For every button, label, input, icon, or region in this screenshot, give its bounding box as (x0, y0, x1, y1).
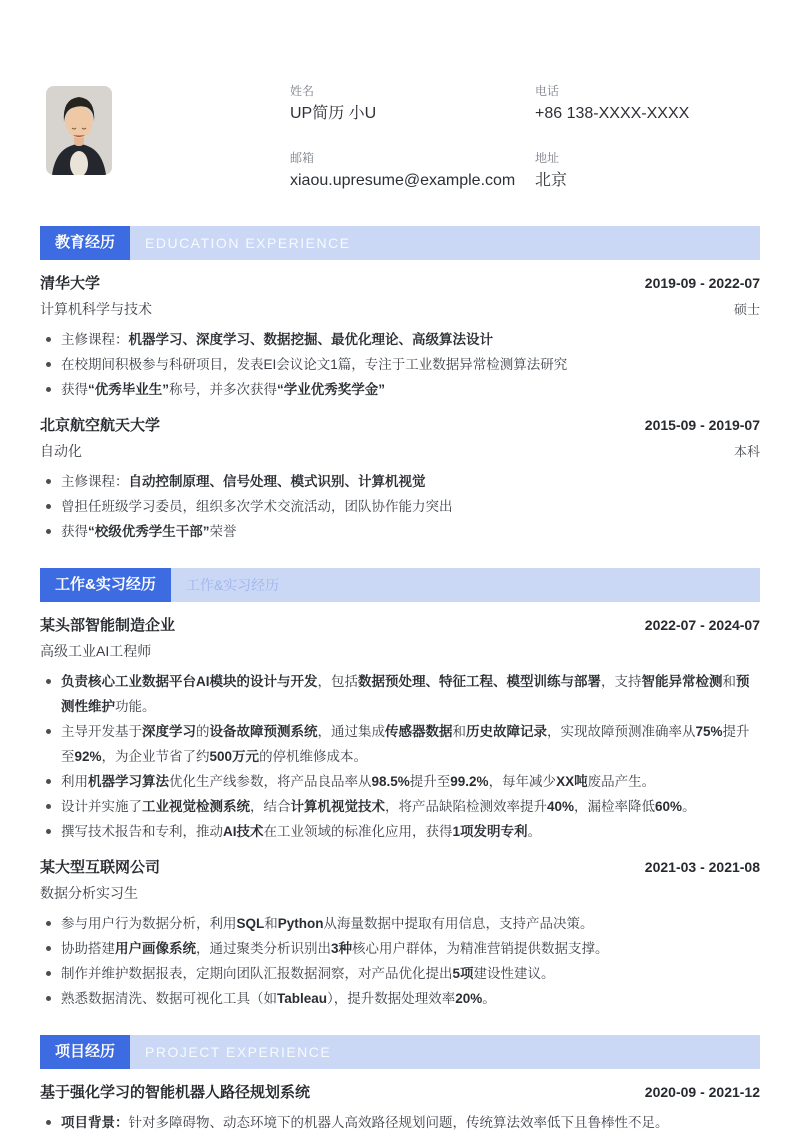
bullet-item (40, 936, 760, 961)
bullet-bold-text: 20% (455, 991, 483, 1006)
bullet-item (40, 469, 760, 494)
profile-photo (46, 86, 112, 175)
bullet-bold-text: 500万元 (209, 749, 260, 764)
entry-sub-row (40, 441, 760, 461)
entry-title: 某头部智能制造企业 (40, 617, 176, 634)
bullet-text: 称号，并多次获得 (169, 382, 277, 397)
section-work (40, 568, 760, 1011)
bullet-text: 废品产生。 (587, 774, 656, 789)
bullet-bold-text: 工业视觉检测系统 (142, 799, 250, 814)
bullet-text: 。 (682, 799, 696, 814)
contact-grid (290, 84, 715, 191)
entry-role: 计算机科学与技术 (40, 301, 152, 317)
bullet-item (40, 911, 760, 936)
bullet-bold-text: 负责核心工业数据平台AI模块的设计与开发 (61, 674, 318, 689)
bullet-text: 主修课程： (61, 332, 129, 347)
bullet-bold-text: 99.2% (450, 774, 489, 789)
entry (40, 414, 760, 544)
sections (40, 226, 760, 1130)
bullet-text: 主修课程： (61, 474, 129, 489)
bullet-bold-text: 1项发明专利 (452, 824, 528, 839)
entry-degree: 本科 (733, 444, 760, 459)
bullet-bold-text: 98.5% (371, 774, 410, 789)
bullet-text: 熟悉数据清洗、数据可视化工具（如 (61, 991, 277, 1006)
bullet-item (40, 961, 760, 986)
entry-title: 清华大学 (40, 275, 101, 292)
entry-heading-row (40, 614, 760, 635)
section-title-badge: 工作&实习经历 (40, 568, 171, 602)
bullet-text: 的 (196, 724, 210, 739)
section-title-badge: 项目经历 (40, 1035, 130, 1069)
contact-field-value: xiaou.upresume@example.com (290, 172, 516, 189)
bullet-bold-text: 自动控制原理、信号处理、模式识别、计算机视觉 (128, 474, 426, 489)
section-education (40, 226, 760, 544)
bullet-text: 功能。 (115, 699, 156, 714)
bullet-text: ，结合 (250, 799, 291, 814)
bullet-bold-text: 智能异常检测 (641, 674, 723, 689)
bullet-bold-text: XX吨 (556, 774, 588, 789)
entry-sub-row (40, 641, 760, 661)
bullet-item (40, 719, 760, 769)
bullet-text: 设计并实施了 (61, 799, 142, 814)
entry-role: 数据分析实习生 (40, 885, 138, 901)
bullet-text: 在工业领域的标准化应用，获得 (263, 824, 453, 839)
bullet-bold-text: 传感器数据 (385, 724, 453, 739)
bullet-text: ，漏检率降低 (574, 799, 656, 814)
bullet-bold-text: “优秀毕业生” (88, 382, 169, 397)
bullet-item (40, 327, 760, 352)
bullet-item (40, 769, 760, 794)
bullet-item (40, 352, 760, 377)
section-subtitle: PROJECT EXPERIENCE (145, 1044, 332, 1060)
bullet-text: 核心用户群体，为精准营销提供数据支撑。 (352, 941, 609, 956)
bullet-bold-text: 92% (74, 749, 102, 764)
resume-header (40, 0, 760, 190)
contact-field-3 (535, 151, 715, 191)
bullet-list (40, 469, 760, 544)
bullet-bold-text: Python (277, 916, 324, 931)
bullet-bold-text: “校级优秀学生干部” (88, 524, 210, 539)
bullet-text: ，支持 (601, 674, 642, 689)
bullet-text: 和 (452, 724, 466, 739)
bullet-text: ，每年减少 (488, 774, 557, 789)
bullet-bold-text: 历史故障记录 (466, 724, 547, 739)
contact-field-value: UP简历 小U (290, 105, 377, 122)
entry (40, 614, 760, 844)
bullet-bold-text: 设备故障预测系统 (209, 724, 318, 739)
bullet-text: 的停机维修成本。 (259, 749, 368, 764)
bullet-text: 优化生产线参数，将产品良品率从 (169, 774, 372, 789)
bullet-text: 获得 (61, 382, 88, 397)
bullet-bold-text: 项目背景： (61, 1115, 129, 1130)
bullet-text: 和 (264, 916, 278, 931)
section-subtitle: 工作&实习经历 (185, 577, 280, 593)
entry (40, 272, 760, 402)
bullet-bold-text: 5项 (452, 966, 474, 981)
bullet-text: 。 (482, 991, 496, 1006)
contact-field-1 (535, 84, 715, 124)
entry-heading-row (40, 1081, 760, 1102)
section-project (40, 1035, 760, 1130)
bullet-text: 提升至 (61, 724, 750, 764)
bullet-text: 和 (722, 674, 736, 689)
contact-field-label: 地址 (535, 151, 560, 165)
bullet-item (40, 819, 760, 844)
bullet-item (40, 986, 760, 1011)
bullet-text: ，通过集成 (317, 724, 385, 739)
entry-date: 2020-09 - 2021-12 (644, 1084, 760, 1100)
bullet-text: 提升至 (409, 774, 451, 789)
bullet-text: 制作并维护数据报表，定期向团队汇报数据洞察，对产品优化提出 (61, 966, 453, 981)
contact-field-value: 北京 (535, 172, 568, 189)
bullet-text: 建设性建议。 (473, 966, 555, 981)
bullet-bold-text: SQL (236, 916, 265, 931)
bullet-text: 参与用户行为数据分析，利用 (61, 916, 237, 931)
entry-heading-row (40, 856, 760, 877)
contact-field-label: 邮箱 (290, 151, 315, 165)
bullet-item (40, 494, 760, 519)
bullet-bold-text: 数据预处理、特征工程、模型训练与部署 (358, 674, 601, 689)
bullet-text: 。 (527, 824, 542, 839)
bullet-bold-text: 机器学习算法 (88, 774, 169, 789)
bullet-text: 从海量数据中提取有用信息，支持产品决策。 (323, 916, 594, 931)
contact-field-value: +86 138-XXXX-XXXX (535, 105, 690, 122)
bullet-item (40, 377, 760, 402)
bullet-item (40, 1110, 760, 1130)
bullet-bold-text: Tableau (277, 991, 328, 1006)
bullet-bold-text: 3种 (331, 941, 353, 956)
entry-degree: 硕士 (733, 302, 760, 317)
bullet-text: ，通过聚类分析识别出 (196, 941, 331, 956)
entry-heading-row (40, 272, 760, 293)
entry-title: 某大型互联网公司 (40, 859, 161, 876)
bullet-text: 利用 (61, 774, 88, 789)
entry-date: 2022-07 - 2024-07 (644, 617, 760, 633)
bullet-text: ，为企业节省了约 (101, 749, 210, 764)
entry-sub-row (40, 299, 760, 319)
bullet-list (40, 327, 760, 402)
bullet-text: 针对多障碍物、动态环境下的机器人高效路径规划问题，传统算法效率低下且鲁棒性不足。 (128, 1115, 669, 1130)
bullet-bold-text: “学业优秀奖学金” (277, 382, 385, 397)
bullet-bold-text: 预测性维护 (61, 674, 750, 714)
entry-title: 北京航空航天大学 (40, 417, 161, 434)
contact-field-label: 电话 (535, 84, 560, 98)
bullet-item (40, 519, 760, 544)
bullet-text: 协助搭建 (61, 941, 115, 956)
bullet-list (40, 1110, 760, 1130)
bullet-list (40, 669, 760, 844)
entry-role: 高级工业AI工程师 (40, 643, 152, 659)
bullet-bold-text: 75% (695, 724, 723, 739)
bullet-text: 获得 (61, 524, 88, 539)
bullet-item (40, 669, 760, 719)
bullet-bold-text: 深度学习 (142, 724, 196, 739)
bullet-list (40, 911, 760, 1011)
bullet-bold-text: 40% (547, 799, 575, 814)
entry (40, 1081, 760, 1130)
bullet-text: ，包括 (317, 674, 358, 689)
entry-heading-row (40, 414, 760, 435)
bullet-text: ，实现故障预测准确率从 (547, 724, 696, 739)
entry-date: 2021-03 - 2021-08 (644, 859, 760, 875)
bullet-bold-text: AI技术 (223, 824, 264, 839)
contact-field-label: 姓名 (290, 84, 315, 98)
bullet-text: 荣誉 (209, 524, 237, 539)
bullet-bold-text: 60% (655, 799, 683, 814)
bullet-bold-text: 用户画像系统 (115, 941, 196, 956)
section-header-bar (40, 226, 760, 260)
bullet-text: ，将产品缺陷检测效率提升 (385, 799, 547, 814)
bullet-bold-text: 计算机视觉技术 (290, 799, 385, 814)
bullet-text: 撰写技术报告和专利，推动 (61, 824, 223, 839)
entry (40, 856, 760, 1011)
bullet-bold-text: 机器学习、深度学习、数据挖掘、最优化理论、高级算法设计 (128, 332, 493, 347)
section-subtitle: EDUCATION EXPERIENCE (145, 235, 351, 251)
entry-role: 自动化 (40, 443, 82, 459)
bullet-text: 在校期间积极参与科研项目，发表EI会议论文1篇，专注于工业数据异常检测算法研究 (61, 357, 568, 372)
contact-field-0 (290, 84, 535, 124)
section-header-bar (40, 1035, 760, 1069)
portrait-photo-icon (46, 86, 112, 175)
bullet-text: ），提升数据处理效率 (327, 991, 456, 1006)
entry-date: 2019-09 - 2022-07 (644, 275, 760, 291)
bullet-text: 主导开发基于 (61, 724, 142, 739)
section-header-bar (40, 568, 760, 602)
entry-sub-row (40, 883, 760, 903)
bullet-item (40, 794, 760, 819)
section-title-badge: 教育经历 (40, 226, 130, 260)
contact-field-2 (290, 151, 535, 191)
entry-title: 基于强化学习的智能机器人路径规划系统 (40, 1084, 311, 1101)
bullet-text: 曾担任班级学习委员，组织多次学术交流活动，团队协作能力突出 (61, 499, 453, 514)
entry-date: 2015-09 - 2019-07 (644, 417, 760, 433)
